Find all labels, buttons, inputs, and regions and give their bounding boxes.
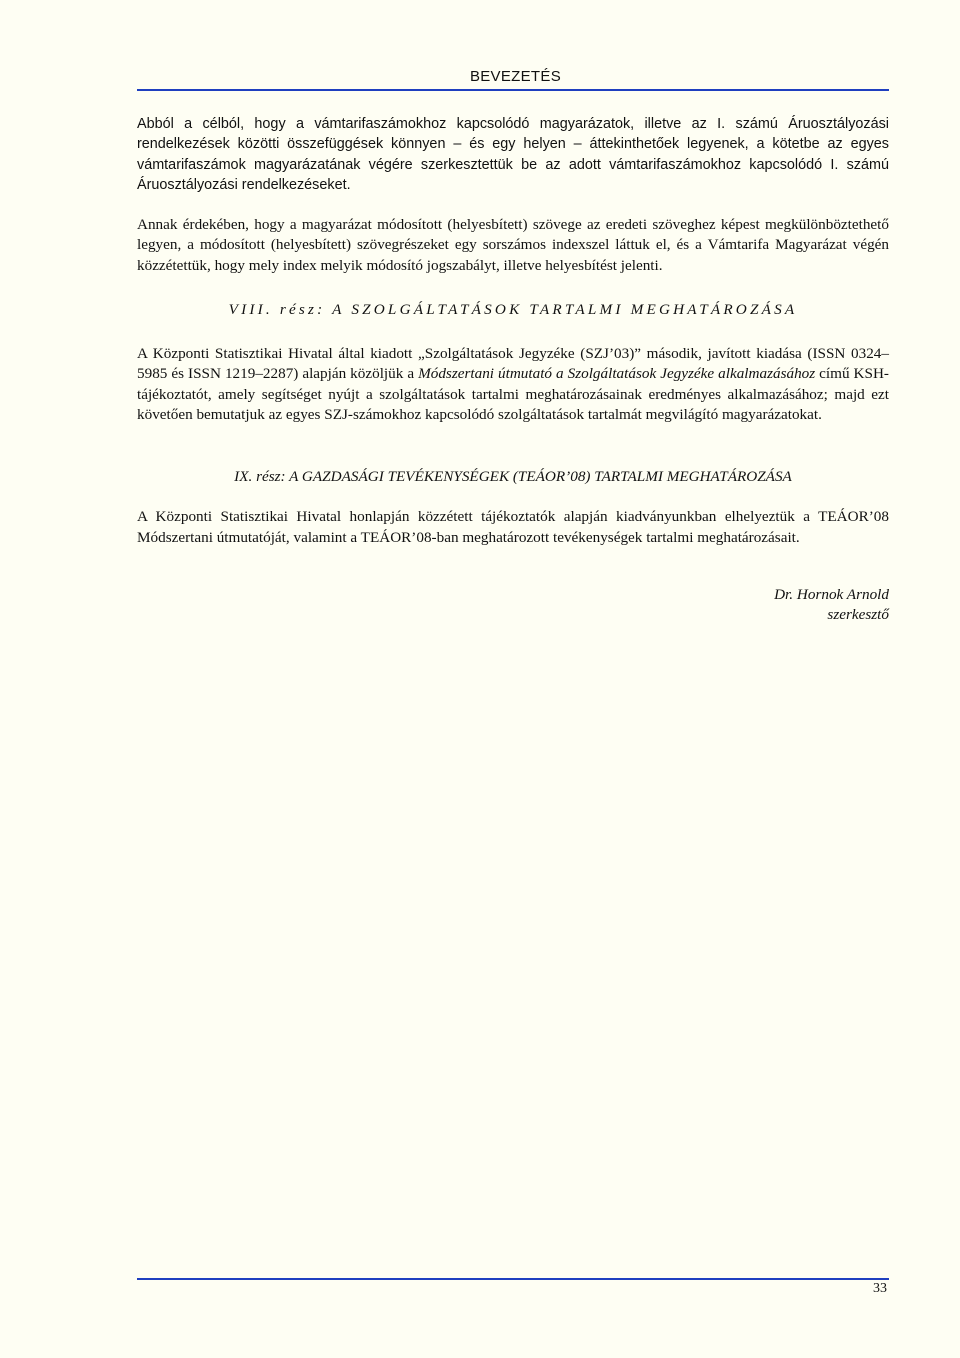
header-divider xyxy=(137,89,889,91)
section-viii-text-end: című KSH-tájékoztatót, amely segítséget nyújt a szolgáltatások tartalmi meghatározásainak eredményes alkalmazásához; majd ezt követően bemutatjuk az egyes SZJ-számokhoz kapcsolódó szolgáltatások tartalmát megvilágító magyarázatokat. xyxy=(137,365,889,423)
section-heading-ix: IX. rész: A GAZDASÁGI TEVÉKENYSÉGEK (TEÁOR’08) TARTALMI MEGHATÁROZÁSA xyxy=(234,468,792,486)
page-number: 33 xyxy=(873,1281,887,1296)
page-header-title: BEVEZETÉS xyxy=(469,68,561,85)
section-heading-viii: VIII. rész: A SZOLGÁLTATÁSOK TARTALMI MEGHATÁROZÁSA xyxy=(228,301,798,319)
intro-paragraph-2: Annak érdekében, hogy a magyarázat módosított (helyesbített) szövege az eredeti szöveghez képest megkülönböztethető legyen, a módosított (helyesbített) szövegrészeket egy sorszámos indexszel láttuk el, és a Vámtarifa Magyarázat végén közzétettük, hogy mely index melyik módosító jogszabályt, illetve helyesbítést jelenti. xyxy=(137,216,889,274)
section-viii-paragraph xyxy=(137,344,889,425)
intro-paragraph-1: Abból a célból, hogy a vámtarifaszámokhoz kapcsolódó magyarázatok, illetve az I. számú Áruosztályozási rendelkezések közötti összefüggések könnyen – és egy helyen – áttekinthetőek legyenek, a kötetbe az egyes vámtarifaszámok magyarázatának végére szerkesztettük be az adott vámtarifaszámokhoz kapcsolódó I. számú Áruosztályozási rendelkezéseket. xyxy=(137,116,889,193)
signature-role: szerkesztő xyxy=(827,605,889,623)
signature-block xyxy=(137,585,889,625)
footer-divider xyxy=(137,1278,889,1280)
section-ix-paragraph: A Központi Statisztikai Hivatal honlapján közzétett tájékoztatók alapján kiadványunkban elhelyeztük a TEÁOR’08 Módszertani útmutatóját, valamint a TEÁOR’08-ban meghatározott tevékenységek tartalmi meghatározásait. xyxy=(137,508,889,546)
signature-name: Dr. Hornok Arnold xyxy=(774,585,889,603)
section-viii-publication-title: Módszertani útmutató a Szolgáltatások Jegyzéke alkalmazásához xyxy=(418,365,816,383)
document-body xyxy=(137,114,889,625)
section-viii-text-start: A Központi Statisztikai Hivatal által kiadott „Szolgáltatások Jegyzéke (SZJ’03)” második, javított kiadása (ISSN 0324–5985 és ISSN 1219–2287) alapján közöljük a xyxy=(137,345,889,383)
